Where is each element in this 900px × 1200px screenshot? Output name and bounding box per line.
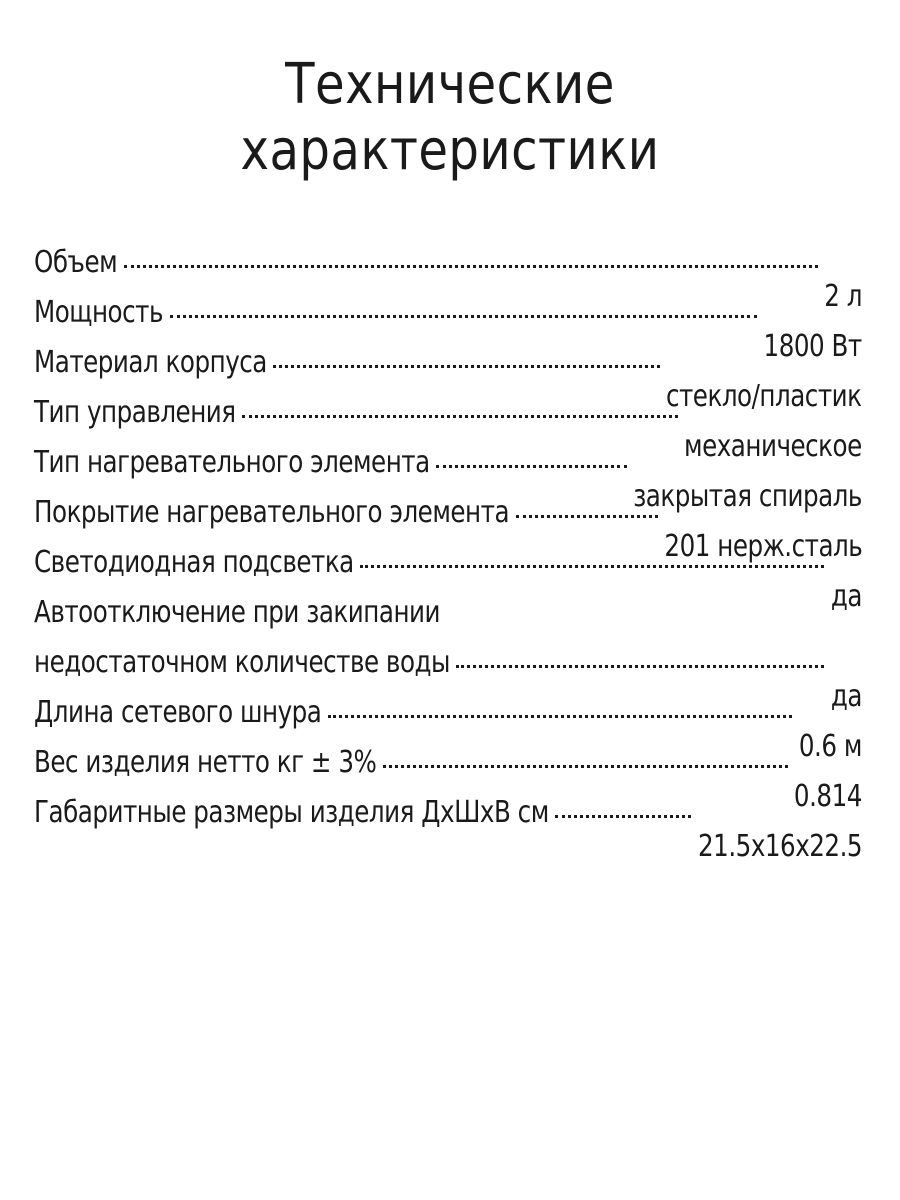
spec-label: Габаритные размеры изделия ДхШхВ см xyxy=(34,795,549,830)
dot-leader xyxy=(124,265,818,268)
spec-value: закрытая спираль xyxy=(633,479,862,514)
page-title xyxy=(63,52,837,184)
title-line-1: Технические xyxy=(285,52,615,117)
dot-leader xyxy=(170,315,757,318)
spec-label: Тип управления xyxy=(34,395,236,430)
spec-value: 0.814 xyxy=(794,779,862,814)
spec-value: 0.6 м xyxy=(798,729,862,764)
title-line-2: характеристики xyxy=(240,118,660,183)
spec-label: Покрытие нагревательного элемента xyxy=(34,495,510,530)
spec-label: Тип нагревательного элемента xyxy=(34,445,430,480)
spec-label: недостаточном количестве воды xyxy=(34,645,450,680)
spec-value: да xyxy=(830,579,862,614)
spec-label: Светодиодная подсветка xyxy=(34,545,354,580)
spec-value: механическое xyxy=(684,429,862,464)
spec-list xyxy=(34,238,862,864)
dot-leader xyxy=(242,415,678,418)
spec-value: 21.5x16x22.5 xyxy=(697,829,862,864)
dot-leader xyxy=(383,765,788,768)
spec-value: 201 нерж.сталь xyxy=(664,529,862,564)
dot-leader xyxy=(516,515,658,518)
spec-row-auto-off-line-1 xyxy=(34,588,862,638)
spec-label: Автоотключение при закипании xyxy=(34,595,441,630)
spec-value: 2 л xyxy=(824,279,862,314)
spec-value: 1800 Вт xyxy=(763,329,862,364)
dot-leader xyxy=(436,465,627,468)
dot-leader xyxy=(273,365,660,368)
spec-value: стекло/пластик xyxy=(666,379,862,414)
spec-label: Вес изделия нетто кг ± 3% xyxy=(34,745,377,780)
spec-value: да xyxy=(830,679,862,714)
dot-leader xyxy=(328,715,792,718)
spec-label: Мощность xyxy=(34,295,164,330)
dot-leader xyxy=(456,665,824,668)
spec-row-dimensions xyxy=(34,788,862,864)
dot-leader xyxy=(555,815,691,818)
spec-label: Длина сетевого шнура xyxy=(34,695,322,730)
spec-label: Материал корпуса xyxy=(34,345,267,380)
spec-label: Объем xyxy=(34,245,118,280)
dot-leader xyxy=(360,565,824,568)
